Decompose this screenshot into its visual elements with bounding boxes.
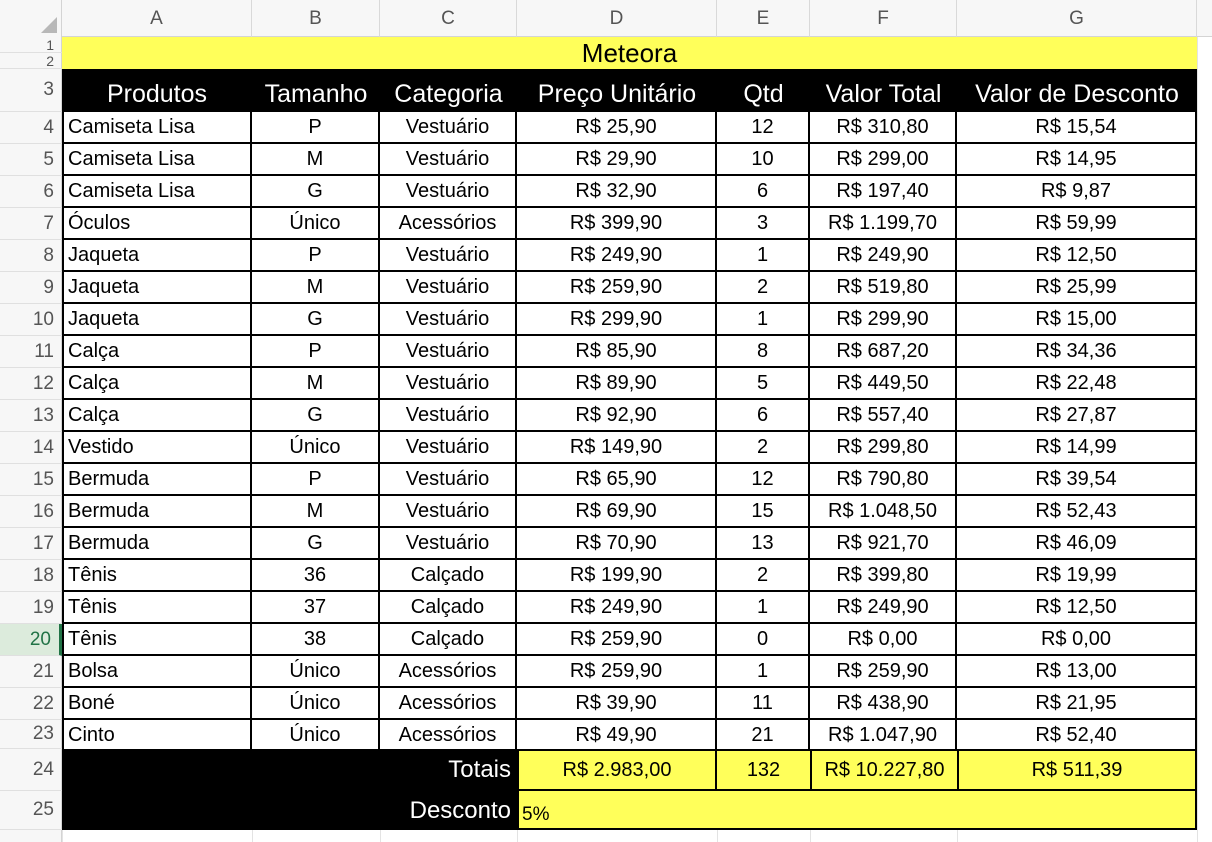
cell-categoria[interactable]: Acessórios <box>380 656 517 688</box>
cell-produto[interactable]: Calça <box>62 400 252 432</box>
cell-categoria[interactable]: Vestuário <box>380 368 517 400</box>
cell-tamanho[interactable]: 36 <box>252 560 380 592</box>
cell-qtd[interactable]: 1 <box>717 304 810 336</box>
cell-tamanho[interactable]: Único <box>252 720 380 752</box>
cell-valor-total[interactable]: R$ 1.048,50 <box>810 496 957 528</box>
header-categoria[interactable]: Categoria <box>394 80 503 108</box>
cell-produto[interactable]: Bermuda <box>62 496 252 528</box>
header-produtos[interactable]: Produtos <box>106 80 208 108</box>
cell-valor-total[interactable]: R$ 1.199,70 <box>810 208 957 240</box>
cell-tamanho[interactable]: P <box>252 240 380 272</box>
cell-tamanho[interactable]: M <box>252 272 380 304</box>
cell-categoria[interactable]: Vestuário <box>380 464 517 496</box>
row-header-23[interactable]: 23 <box>0 720 62 749</box>
cell-tamanho[interactable]: G <box>252 400 380 432</box>
cell-categoria[interactable]: Vestuário <box>380 272 517 304</box>
cell-tamanho[interactable]: G <box>252 304 380 336</box>
cell-desconto[interactable]: R$ 19,99 <box>957 560 1197 592</box>
cell-qtd[interactable]: 13 <box>717 528 810 560</box>
total-valor-cell[interactable]: R$ 10.227,80 <box>810 749 959 791</box>
cell-categoria[interactable]: Vestuário <box>380 176 517 208</box>
cell-desconto[interactable]: R$ 46,09 <box>957 528 1197 560</box>
cell-preco[interactable]: R$ 299,90 <box>517 304 717 336</box>
cell-valor-total[interactable]: R$ 249,90 <box>810 240 957 272</box>
cell-valor-total[interactable]: R$ 299,80 <box>810 432 957 464</box>
header-preco-unitario[interactable]: Preço Unitário <box>537 80 697 108</box>
cell-preco[interactable]: R$ 399,90 <box>517 208 717 240</box>
cell-valor-total[interactable]: R$ 299,00 <box>810 144 957 176</box>
row-header-16[interactable]: 16 <box>0 496 62 528</box>
sheet-title-cell[interactable]: Meteora <box>62 37 1197 69</box>
row-header-8[interactable]: 8 <box>0 240 62 272</box>
cell-produto[interactable]: Bolsa <box>62 656 252 688</box>
cell-desconto[interactable]: R$ 12,50 <box>957 240 1197 272</box>
total-preco-cell[interactable]: R$ 2.983,00 <box>517 749 717 791</box>
row-header-3[interactable]: 3 <box>0 69 62 112</box>
cell-desconto[interactable]: R$ 39,54 <box>957 464 1197 496</box>
row-header-14[interactable]: 14 <box>0 432 62 464</box>
cell-produto[interactable]: Tênis <box>62 592 252 624</box>
discount-value-cell[interactable]: 5% <box>517 789 1197 830</box>
cell-valor-total[interactable]: R$ 399,80 <box>810 560 957 592</box>
cell-tamanho[interactable]: 37 <box>252 592 380 624</box>
cell-desconto[interactable]: R$ 13,00 <box>957 656 1197 688</box>
cell-valor-total[interactable]: R$ 438,90 <box>810 688 957 720</box>
cell-desconto[interactable]: R$ 14,99 <box>957 432 1197 464</box>
cell-produto[interactable]: Tênis <box>62 624 252 656</box>
cell-produto[interactable]: Cinto <box>62 720 252 752</box>
cell-tamanho[interactable]: 38 <box>252 624 380 656</box>
cell-preco[interactable]: R$ 25,90 <box>517 112 717 144</box>
cell-preco[interactable]: R$ 70,90 <box>517 528 717 560</box>
cell-qtd[interactable]: 1 <box>717 592 810 624</box>
column-header-d[interactable]: D <box>517 0 717 37</box>
column-header-c[interactable]: C <box>380 0 517 37</box>
column-header-e[interactable]: E <box>717 0 810 37</box>
total-qtd-cell[interactable]: 132 <box>715 749 812 791</box>
cell-tamanho[interactable]: M <box>252 368 380 400</box>
select-all-triangle-icon <box>41 17 57 33</box>
cell-tamanho[interactable]: Único <box>252 656 380 688</box>
cell-produto[interactable]: Jaqueta <box>62 304 252 336</box>
cell-preco[interactable]: R$ 29,90 <box>517 144 717 176</box>
cell-preco[interactable]: R$ 149,90 <box>517 432 717 464</box>
cell-categoria[interactable]: Vestuário <box>380 432 517 464</box>
cell-preco[interactable]: R$ 249,90 <box>517 240 717 272</box>
cell-valor-total[interactable]: R$ 249,90 <box>810 592 957 624</box>
gridline <box>1197 37 1198 842</box>
cell-valor-total[interactable]: R$ 519,80 <box>810 272 957 304</box>
row-header-17[interactable]: 17 <box>0 528 62 560</box>
cell-desconto[interactable]: R$ 9,87 <box>957 176 1197 208</box>
cell-produto[interactable]: Tênis <box>62 560 252 592</box>
cell-valor-total[interactable]: R$ 299,90 <box>810 304 957 336</box>
cell-desconto[interactable]: R$ 15,00 <box>957 304 1197 336</box>
cell-desconto[interactable]: R$ 34,36 <box>957 336 1197 368</box>
cell-produto[interactable]: Calça <box>62 368 252 400</box>
row-header-1[interactable]: 1 <box>0 37 62 53</box>
row-header-19[interactable]: 19 <box>0 592 62 624</box>
cell-tamanho[interactable]: G <box>252 528 380 560</box>
cell-tamanho[interactable]: P <box>252 112 380 144</box>
cell-produto[interactable]: Camiseta Lisa <box>62 112 252 144</box>
row-header-4[interactable]: 4 <box>0 112 62 144</box>
cell-categoria[interactable]: Vestuário <box>380 528 517 560</box>
cell-qtd[interactable]: 8 <box>717 336 810 368</box>
cell-categoria[interactable]: Calçado <box>380 560 517 592</box>
cell-valor-total[interactable]: R$ 790,80 <box>810 464 957 496</box>
cell-qtd[interactable]: 1 <box>717 240 810 272</box>
cell-produto[interactable]: Jaqueta <box>62 272 252 304</box>
cell-preco[interactable]: R$ 89,90 <box>517 368 717 400</box>
row-header-6[interactable]: 6 <box>0 176 62 208</box>
cell-desconto[interactable]: R$ 14,95 <box>957 144 1197 176</box>
cell-preco[interactable]: R$ 65,90 <box>517 464 717 496</box>
cell-desconto[interactable]: R$ 0,00 <box>957 624 1197 656</box>
cell-categoria[interactable]: Calçado <box>380 592 517 624</box>
cell-categoria[interactable]: Acessórios <box>380 720 517 752</box>
row-header-21[interactable]: 21 <box>0 656 62 688</box>
cell-desconto[interactable]: R$ 27,87 <box>957 400 1197 432</box>
cell-tamanho[interactable]: G <box>252 176 380 208</box>
header-tamanho[interactable]: Tamanho <box>264 80 368 108</box>
cell-desconto[interactable]: R$ 22,48 <box>957 368 1197 400</box>
cell-categoria[interactable]: Vestuário <box>380 304 517 336</box>
row-header-11[interactable]: 11 <box>0 336 62 368</box>
cell-qtd[interactable]: 2 <box>717 432 810 464</box>
cell-valor-total[interactable]: R$ 449,50 <box>810 368 957 400</box>
cell-tamanho[interactable]: Único <box>252 432 380 464</box>
row-header-10[interactable]: 10 <box>0 304 62 336</box>
cell-categoria[interactable]: Vestuário <box>380 240 517 272</box>
cell-produto[interactable]: Óculos <box>62 208 252 240</box>
row-header-2[interactable]: 2 <box>0 53 62 69</box>
cell-preco[interactable]: R$ 199,90 <box>517 560 717 592</box>
cell-valor-total[interactable]: R$ 310,80 <box>810 112 957 144</box>
row-header-5[interactable]: 5 <box>0 144 62 176</box>
cell-qtd[interactable]: 1 <box>717 656 810 688</box>
cell-tamanho[interactable]: M <box>252 144 380 176</box>
cell-categoria[interactable]: Vestuário <box>380 112 517 144</box>
cell-tamanho[interactable]: M <box>252 496 380 528</box>
cell-preco[interactable]: R$ 259,90 <box>517 272 717 304</box>
cell-produto[interactable]: Camiseta Lisa <box>62 176 252 208</box>
cell-desconto[interactable]: R$ 52,40 <box>957 720 1197 752</box>
cell-qtd[interactable]: 2 <box>717 272 810 304</box>
cell-categoria[interactable]: Vestuário <box>380 144 517 176</box>
cell-categoria[interactable]: Acessórios <box>380 688 517 720</box>
discount-label-cell[interactable]: Desconto <box>62 791 517 830</box>
cell-desconto[interactable]: R$ 25,99 <box>957 272 1197 304</box>
cell-produto[interactable]: Boné <box>62 688 252 720</box>
cell-desconto[interactable]: R$ 12,50 <box>957 592 1197 624</box>
cell-qtd[interactable]: 12 <box>717 112 810 144</box>
cell-tamanho[interactable]: Único <box>252 688 380 720</box>
cell-tamanho[interactable]: P <box>252 336 380 368</box>
cell-produto[interactable]: Vestido <box>62 432 252 464</box>
cell-valor-total[interactable]: R$ 197,40 <box>810 176 957 208</box>
cell-valor-total[interactable]: R$ 687,20 <box>810 336 957 368</box>
header-qtd[interactable]: Qtd <box>743 80 784 108</box>
cell-preco[interactable]: R$ 259,90 <box>517 656 717 688</box>
row-header-12[interactable]: 12 <box>0 368 62 400</box>
cell-qtd[interactable]: 2 <box>717 560 810 592</box>
cell-produto[interactable]: Jaqueta <box>62 240 252 272</box>
cell-preco[interactable]: R$ 49,90 <box>517 720 717 752</box>
cell-qtd[interactable]: 11 <box>717 688 810 720</box>
cell-qtd[interactable]: 21 <box>717 720 810 752</box>
cell-preco[interactable]: R$ 92,90 <box>517 400 717 432</box>
cell-categoria[interactable]: Calçado <box>380 624 517 656</box>
cell-produto[interactable]: Bermuda <box>62 464 252 496</box>
row-header-9[interactable]: 9 <box>0 272 62 304</box>
total-desconto-cell[interactable]: R$ 511,39 <box>957 749 1197 791</box>
cell-qtd[interactable]: 12 <box>717 464 810 496</box>
cell-qtd[interactable]: 10 <box>717 144 810 176</box>
cell-qtd[interactable]: 15 <box>717 496 810 528</box>
cell-tamanho[interactable]: P <box>252 464 380 496</box>
totals-label-cell[interactable]: Totais <box>62 749 517 791</box>
cell-valor-total[interactable]: R$ 259,90 <box>810 656 957 688</box>
row-header-13[interactable]: 13 <box>0 400 62 432</box>
row-header-18[interactable]: 18 <box>0 560 62 592</box>
cell-categoria[interactable]: Acessórios <box>380 208 517 240</box>
cell-preco[interactable]: R$ 259,90 <box>517 624 717 656</box>
cell-categoria[interactable]: Vestuário <box>380 400 517 432</box>
row-header-20[interactable]: 20 <box>0 624 62 656</box>
cell-preco[interactable]: R$ 32,90 <box>517 176 717 208</box>
select-all-corner[interactable] <box>0 0 62 37</box>
cell-produto[interactable]: Bermuda <box>62 528 252 560</box>
cell-desconto[interactable]: R$ 21,95 <box>957 688 1197 720</box>
cell-preco[interactable]: R$ 69,90 <box>517 496 717 528</box>
cell-qtd[interactable]: 3 <box>717 208 810 240</box>
cell-categoria[interactable]: Vestuário <box>380 496 517 528</box>
row-header-7[interactable]: 7 <box>0 208 62 240</box>
column-header-f[interactable]: F <box>810 0 957 37</box>
cell-produto[interactable]: Calça <box>62 336 252 368</box>
header-valor-total[interactable]: Valor Total <box>825 80 942 108</box>
column-header-a[interactable]: A <box>62 0 252 37</box>
row-header-22[interactable]: 22 <box>0 688 62 720</box>
row-header-25[interactable]: 25 <box>0 791 62 830</box>
cell-qtd[interactable]: 5 <box>717 368 810 400</box>
cell-valor-total[interactable]: R$ 921,70 <box>810 528 957 560</box>
cell-desconto[interactable]: R$ 52,43 <box>957 496 1197 528</box>
header-valor-desconto[interactable]: Valor de Desconto <box>975 80 1179 108</box>
cell-preco[interactable]: R$ 39,90 <box>517 688 717 720</box>
cell-tamanho[interactable]: Único <box>252 208 380 240</box>
column-header-b[interactable]: B <box>252 0 380 37</box>
cell-qtd[interactable]: 0 <box>717 624 810 656</box>
row-header-15[interactable]: 15 <box>0 464 62 496</box>
cell-valor-total[interactable]: R$ 1.047,90 <box>810 720 957 752</box>
column-header-g[interactable]: G <box>957 0 1197 37</box>
cell-qtd[interactable]: 6 <box>717 400 810 432</box>
cell-qtd[interactable]: 6 <box>717 176 810 208</box>
cell-preco[interactable]: R$ 249,90 <box>517 592 717 624</box>
cell-desconto[interactable]: R$ 15,54 <box>957 112 1197 144</box>
cell-preco[interactable]: R$ 85,90 <box>517 336 717 368</box>
row-header-24[interactable]: 24 <box>0 749 62 791</box>
cell-categoria[interactable]: Vestuário <box>380 336 517 368</box>
cell-produto[interactable]: Camiseta Lisa <box>62 144 252 176</box>
cell-valor-total[interactable]: R$ 557,40 <box>810 400 957 432</box>
cell-valor-total[interactable]: R$ 0,00 <box>810 624 957 656</box>
cell-desconto[interactable]: R$ 59,99 <box>957 208 1197 240</box>
